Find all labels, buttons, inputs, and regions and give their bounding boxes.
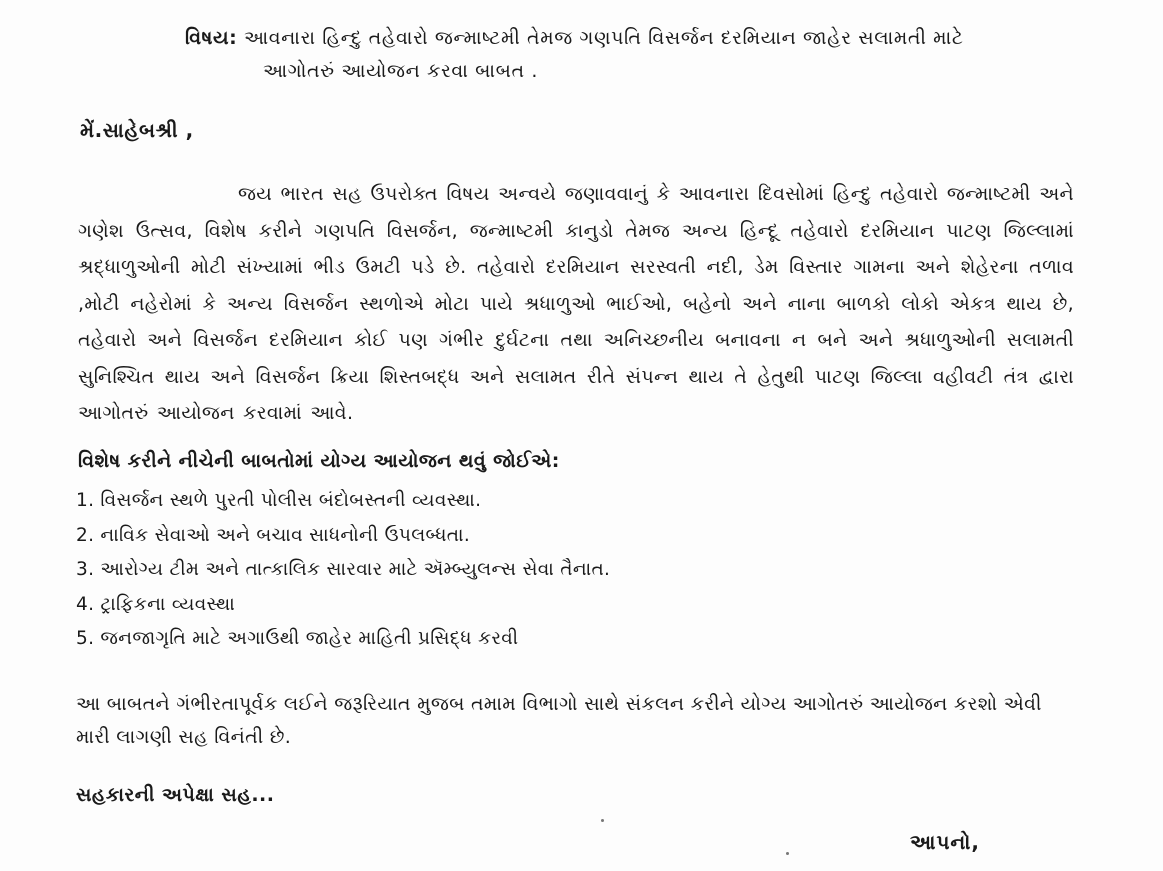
points-list: [76, 484, 610, 657]
salutation: મેં.સાહેબશ્રી ,: [80, 118, 194, 142]
list-item: 4. ટ્રાફિકના વ્યવસ્થા: [76, 593, 236, 615]
list-item: 5. જનજાગૃતિ માટે અગાઉથી જાહેર માહિતી પ્રસિદ્ધ કરવી: [76, 628, 519, 650]
list-heading: વિશેષ કરીને નીચેની બાબતોમાં યોગ્ય આયોજન થવું જોઈએ:: [78, 450, 560, 472]
subject-text-line2: આગોતરું આયોજન કરવા બાબત .: [263, 60, 539, 82]
signoff: આપનો,: [910, 830, 980, 854]
subject-text-line1: આવનારા હિન્દુ તહેવારો જન્માષ્ટમી તેમજ ગણપતિ વિસર્જન દરમિયાન જાહેર સલામતી માટે: [237, 27, 964, 49]
list-item: 2. નાવિક સેવાઓ અને બચાવ સાધનોની ઉપલબ્ધતા.: [76, 524, 471, 546]
scan-speck: [786, 852, 789, 855]
body-paragraph: જય ભારત સહ ઉપરોક્ત વિષય અન્વયે જણાવવાનું કે આવનારા દિવસોમાં હિન્દુ તહેવારો જન્માષ્ટમી અને ગણેશ ઉત્સવ, વિશેષ કરીને ગણપતિ વિસર્જન, જન્માષ્ટમી કાનુડો તેમજ અન્ય હિન્દૂ તહેવારો દરમિયાન પાટણ જિલ્લામાં શ્રદ્ધાળુઓની મોટી સંખ્યામાં ભીડ ઉમટી પડે છે. તહેવારો દરમિયાન સરસ્વતી નદી, ડેમ વિસ્તાર ગામના અને શેહેરના તળાવ ,મોટી નહેરોમાં કે અન્ય વિસર્જન સ્થળોએ મોટા પાયે શ્રધાળુઓ ભાઈઓ, બહેનો અને નાના બાળકો લોકો એકત્ર થાય છે, તહેવારો અને વિસર્જન દરમિયાન કોઈ પણ ગંભીર દુર્ઘટના તથા અનિચ્છનીય બનાવના ન બને અને શ્રધાળુઓની સલામતી સુનિશ્ચિત થાય અને વિસર્જન ક્રિયા શિસ્તબદ્ધ અને સલામત રીતે સંપન્ન થાય તે હેતુથી પાટણ જિલ્લા વહીવટી તંત્ર દ્વારા આગોતરું આયોજન કરવામાં આવે.: [78, 183, 1074, 424]
closing-paragraph: આ બાબતને ગંભીરતાપૂર્વક લઈને જરૂરિયાત મુજબ તમામ વિભાગો સાથે સંકલન કરીને યોગ્ય આગોતરું આયોજન કરશો એવી મારી લાગણી સહ વિનંતી છે.: [76, 693, 1042, 748]
list-item: 1. વિસર્જન સ્થળે પુરતી પોલીસ બંદોબસ્તની વ્યવસ્થા.: [76, 490, 482, 511]
regards-line: સહકારની અપેક્ષા સહ...: [76, 784, 275, 806]
subject-block: [185, 22, 1085, 88]
scan-speck: [601, 819, 604, 822]
list-item: 3. આરોગ્ય ટીમ અને તાત્કાલિક સારવાર માટે ઍમ્બ્યુલન્સ સેવા તૈનાત.: [76, 559, 611, 581]
subject-label: વિષય:: [185, 27, 238, 49]
